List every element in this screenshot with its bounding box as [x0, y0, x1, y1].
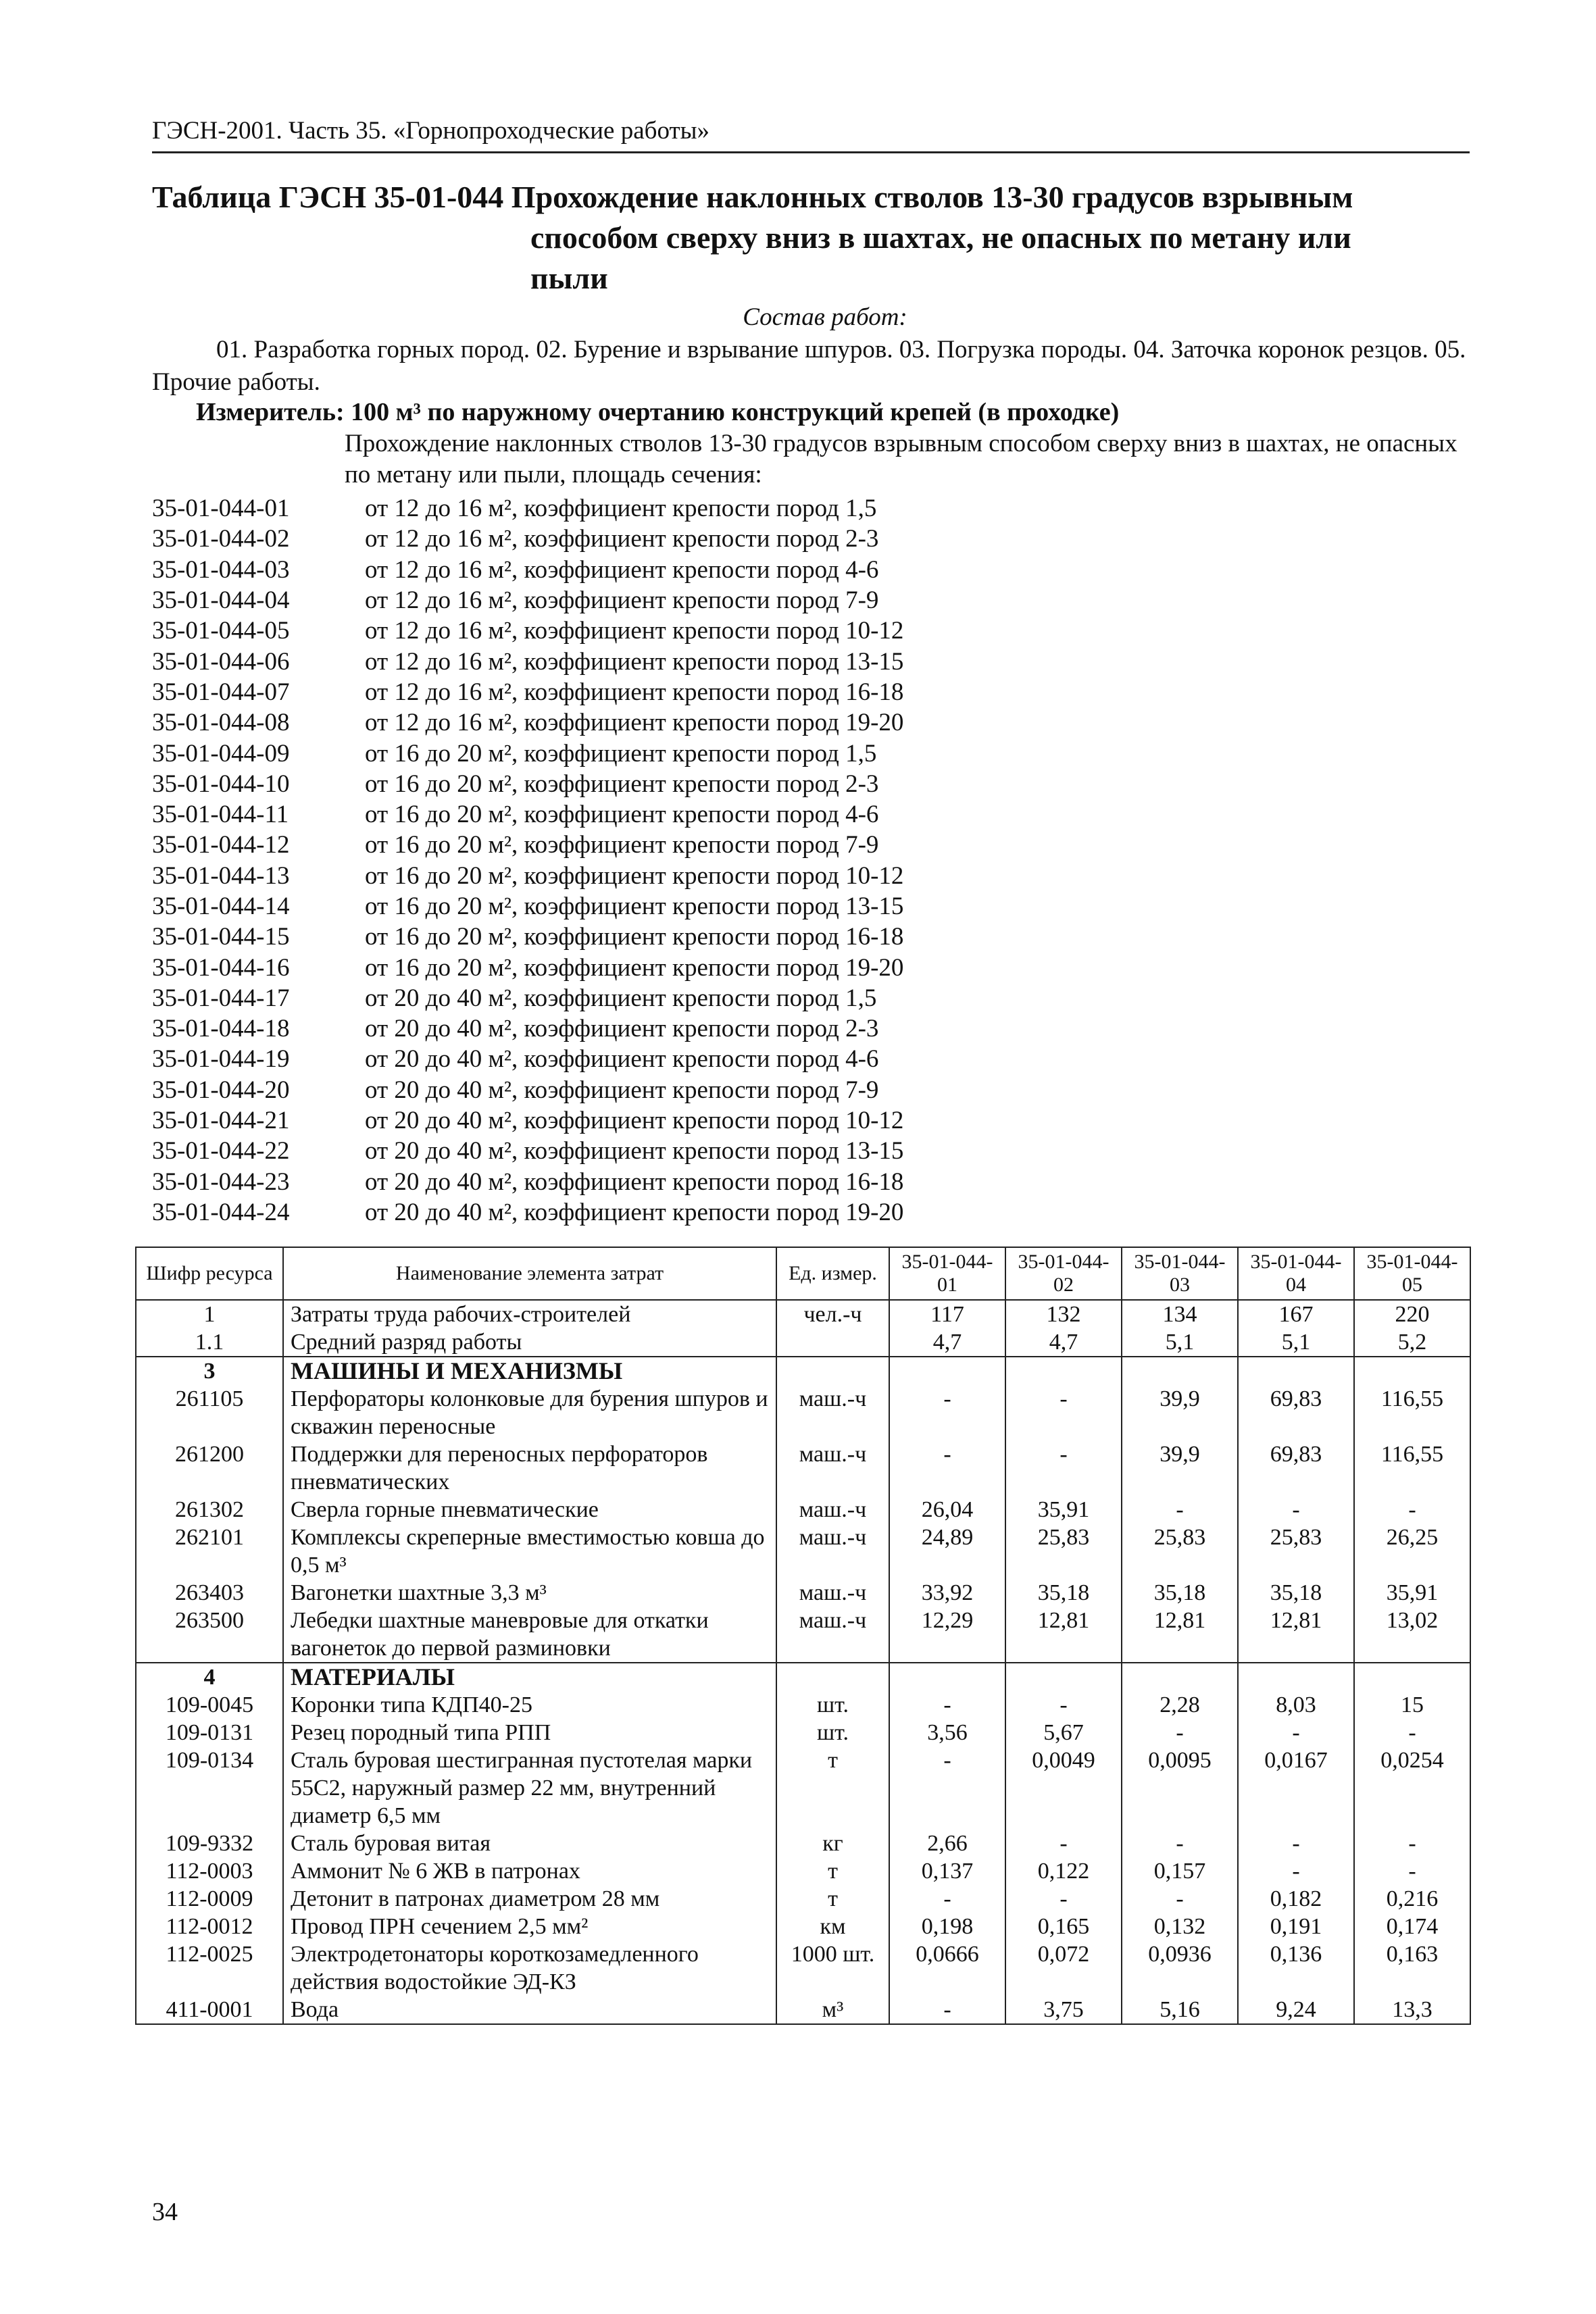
cell-value: -: [1005, 1885, 1122, 1913]
cell-cipher: 112-0025: [136, 1940, 283, 1996]
cell-cipher: 262101: [136, 1524, 283, 1579]
composition-heading: Состав работ:: [743, 303, 907, 331]
cell-value: [1122, 1357, 1238, 1385]
cell-value: -: [1005, 1830, 1122, 1857]
code-description: от 12 до 16 м², коэффициент крепости пород 4-6: [365, 555, 879, 584]
cell-value: -: [1238, 1830, 1354, 1857]
cell-value: 0,0936: [1122, 1940, 1238, 1996]
code-description: от 12 до 16 м², коэффициент крепости пород 13-15: [365, 647, 904, 676]
cell-value: -: [1122, 1719, 1238, 1746]
cell-value: [1005, 1663, 1122, 1691]
running-header: ГЭСН-2001. Часть 35. «Горнопроходческие работы»: [152, 117, 710, 145]
cell-name: Поддержки для переносных перфораторов пневматических: [283, 1440, 776, 1496]
cell-cipher: 411-0001: [136, 1996, 283, 2024]
cell-value: 25,83: [1122, 1524, 1238, 1579]
cell-value: 0,165: [1005, 1913, 1122, 1940]
cell-value: -: [1354, 1857, 1470, 1885]
cell-unit: [776, 1357, 889, 1385]
cell-value: -: [1354, 1496, 1470, 1524]
cell-value: 0,137: [889, 1857, 1005, 1885]
code-description: от 12 до 16 м², коэффициент крепости пород 16-18: [365, 678, 904, 706]
code-description: от 16 до 20 м², коэффициент крепости пород 19-20: [365, 953, 904, 982]
table-row: [136, 1719, 1470, 1746]
table-row: [136, 1691, 1470, 1719]
code-row: [152, 677, 1470, 707]
header-rule: [152, 151, 1470, 153]
code-description: от 12 до 16 м², коэффициент крепости пород 2-3: [365, 525, 879, 553]
table-row: [136, 1913, 1470, 1940]
code-number: 35-01-044-12: [152, 831, 290, 859]
table-row: [136, 1524, 1470, 1579]
code-row: [152, 1197, 1470, 1228]
cell-cipher: 263403: [136, 1579, 283, 1607]
table-row: [136, 1996, 1470, 2024]
table-row: [136, 1746, 1470, 1830]
cell-cipher: 261105: [136, 1385, 283, 1440]
code-description: от 20 до 40 м², коэффициент крепости пород 16-18: [365, 1167, 904, 1196]
code-list: [152, 493, 1470, 1228]
cell-value: [889, 1357, 1005, 1385]
table-row: [136, 1385, 1470, 1440]
code-number: 35-01-044-21: [152, 1107, 290, 1135]
cell-value: 3,56: [889, 1719, 1005, 1746]
cell-unit: маш.-ч: [776, 1579, 889, 1607]
cell-unit: маш.-ч: [776, 1440, 889, 1496]
code-description: от 16 до 20 м², коэффициент крепости пород 10-12: [365, 861, 904, 890]
header-unit: Ед. измер.: [776, 1247, 889, 1300]
cell-cipher: 112-0009: [136, 1885, 283, 1913]
cell-unit: м³: [776, 1996, 889, 2024]
cell-value: 0,136: [1238, 1940, 1354, 1996]
code-description: от 12 до 16 м², коэффициент крепости пород 7-9: [365, 586, 879, 615]
measure-unit: Измеритель: 100 м³ по наружному очертанию конструкций крепей (в проходке): [196, 398, 1120, 426]
code-row: [152, 1044, 1470, 1074]
cell-name: Средний разряд работы: [283, 1328, 776, 1357]
cell-cipher: 263500: [136, 1607, 283, 1663]
cell-name: Перфораторы колонковые для бурения шпуров и скважин переносные: [283, 1385, 776, 1440]
cell-name: Провод ПРН сечением 2,5 мм²: [283, 1913, 776, 1940]
cell-value: 0,163: [1354, 1940, 1470, 1996]
code-row: [152, 861, 1470, 891]
cell-unit: т: [776, 1746, 889, 1830]
cell-value: [1238, 1357, 1354, 1385]
cell-value: 0,0095: [1122, 1746, 1238, 1830]
table-header-row: [136, 1247, 1470, 1300]
cell-value: -: [889, 1996, 1005, 2024]
cell-value: 132: [1005, 1300, 1122, 1328]
page-number: 34: [152, 2198, 178, 2226]
table-row: [136, 1300, 1470, 1328]
code-number: 35-01-044-09: [152, 739, 290, 768]
code-number: 35-01-044-15: [152, 923, 290, 951]
cell-cipher: 112-0012: [136, 1913, 283, 1940]
code-description: от 16 до 20 м², коэффициент крепости пород 13-15: [365, 892, 904, 920]
cell-value: 0,191: [1238, 1913, 1354, 1940]
cell-value: 0,0254: [1354, 1746, 1470, 1830]
cell-value: [1354, 1663, 1470, 1691]
code-row: [152, 769, 1470, 799]
cell-value: 4,7: [889, 1328, 1005, 1357]
cell-value: 69,83: [1238, 1385, 1354, 1440]
code-number: 35-01-044-04: [152, 586, 290, 615]
cell-value: 13,3: [1354, 1996, 1470, 2024]
cell-value: -: [889, 1691, 1005, 1719]
cell-value: -: [889, 1885, 1005, 1913]
cell-value: 116,55: [1354, 1440, 1470, 1496]
table-row: [136, 1940, 1470, 1996]
cell-value: 13,02: [1354, 1607, 1470, 1663]
cell-unit: шт.: [776, 1691, 889, 1719]
cell-value: 3,75: [1005, 1996, 1122, 2024]
cell-value: 69,83: [1238, 1440, 1354, 1496]
code-number: 35-01-044-03: [152, 555, 290, 584]
cell-unit: шт.: [776, 1719, 889, 1746]
cell-cipher: 4: [136, 1663, 283, 1691]
code-number: 35-01-044-02: [152, 525, 290, 553]
code-row: [152, 1105, 1470, 1136]
table-row: [136, 1579, 1470, 1607]
table-row: [136, 1440, 1470, 1496]
composition-text: 01. Разработка горных пород. 02. Бурение и взрывание шпуров. 03. Погрузка породы. 04. Заточка коронок резцов. 05. Прочие работы.: [152, 336, 1466, 396]
cell-name: Сталь буровая шестигранная пустотелая марки 55С2, наружный размер 22 мм, внутренний диаметр 6,5 мм: [283, 1746, 776, 1830]
cell-value: 15: [1354, 1691, 1470, 1719]
code-row: [152, 524, 1470, 554]
header-col-1: 35-01-044-01: [889, 1247, 1005, 1300]
cell-value: -: [889, 1440, 1005, 1496]
code-number: 35-01-044-06: [152, 647, 290, 676]
cell-value: -: [1122, 1885, 1238, 1913]
header-col-5: 35-01-044-05: [1354, 1247, 1470, 1300]
cell-cipher: 261302: [136, 1496, 283, 1524]
cell-cipher: 3: [136, 1357, 283, 1385]
header-col-3: 35-01-044-03: [1122, 1247, 1238, 1300]
cell-value: [1005, 1357, 1122, 1385]
code-row: [152, 830, 1470, 860]
code-row: [152, 646, 1470, 676]
cell-value: 0,072: [1005, 1940, 1122, 1996]
code-number: 35-01-044-10: [152, 770, 290, 798]
cell-value: 0,0666: [889, 1940, 1005, 1996]
cell-value: -: [1354, 1719, 1470, 1746]
header-col-2: 35-01-044-02: [1005, 1247, 1122, 1300]
cell-value: 26,25: [1354, 1524, 1470, 1579]
cell-value: -: [1005, 1691, 1122, 1719]
cell-cipher: 109-0134: [136, 1746, 283, 1830]
cell-value: 24,89: [889, 1524, 1005, 1579]
table-row: [136, 1496, 1470, 1524]
cell-value: 25,83: [1005, 1524, 1122, 1579]
cell-value: 12,81: [1005, 1607, 1122, 1663]
cell-value: 12,81: [1122, 1607, 1238, 1663]
cell-unit: [776, 1328, 889, 1357]
cell-value: 0,0049: [1005, 1746, 1122, 1830]
cell-unit: [776, 1663, 889, 1691]
cell-cipher: 109-9332: [136, 1830, 283, 1857]
code-row: [152, 615, 1470, 646]
cell-name: Вода: [283, 1996, 776, 2024]
code-description: от 12 до 16 м², коэффициент крепости пород 1,5: [365, 495, 877, 523]
cell-value: -: [889, 1385, 1005, 1440]
table-row: [136, 1607, 1470, 1663]
code-row: [152, 555, 1470, 585]
code-description: от 12 до 16 м², коэффициент крепости пород 19-20: [365, 709, 904, 737]
code-number: 35-01-044-24: [152, 1198, 290, 1226]
cell-cipher: 112-0003: [136, 1857, 283, 1885]
cell-value: 35,18: [1005, 1579, 1122, 1607]
cell-value: 4,7: [1005, 1328, 1122, 1357]
code-number: 35-01-044-18: [152, 1015, 290, 1043]
code-number: 35-01-044-14: [152, 892, 290, 920]
cell-value: 5,16: [1122, 1996, 1238, 2024]
cell-value: 35,18: [1238, 1579, 1354, 1607]
cell-value: 0,132: [1122, 1913, 1238, 1940]
cell-name: Коронки типа КДП40-25: [283, 1691, 776, 1719]
title-line-2: способом сверху вниз в шахтах, не опасных по метану или: [530, 220, 1351, 255]
cell-cipher: 1.1: [136, 1328, 283, 1357]
table-row: [136, 1857, 1470, 1885]
cell-value: 116,55: [1354, 1385, 1470, 1440]
cell-value: 220: [1354, 1300, 1470, 1328]
cell-value: 26,04: [889, 1496, 1005, 1524]
cell-value: 39,9: [1122, 1440, 1238, 1496]
cell-value: [1122, 1663, 1238, 1691]
cell-unit: маш.-ч: [776, 1496, 889, 1524]
code-description: от 20 до 40 м², коэффициент крепости пород 2-3: [365, 1015, 879, 1043]
code-number: 35-01-044-17: [152, 984, 290, 1012]
cell-value: 134: [1122, 1300, 1238, 1328]
header-col-4: 35-01-044-04: [1238, 1247, 1354, 1300]
cell-value: 8,03: [1238, 1691, 1354, 1719]
cell-name: Вагонетки шахтные 3,3 м³: [283, 1579, 776, 1607]
cell-value: -: [1238, 1719, 1354, 1746]
code-row: [152, 952, 1470, 982]
cell-value: 12,81: [1238, 1607, 1354, 1663]
intro-text: Прохождение наклонных стволов 13-30 градусов взрывным способом сверху вниз в шахтах, не опасных по метану или пыли, площадь сечения:: [345, 430, 1457, 488]
table-row: [136, 1830, 1470, 1857]
title-line-3: пыли: [530, 261, 608, 295]
cell-unit: т: [776, 1857, 889, 1885]
cell-cipher: 1: [136, 1300, 283, 1328]
cell-value: 5,1: [1238, 1328, 1354, 1357]
cell-cipher: 261200: [136, 1440, 283, 1496]
code-description: от 20 до 40 м², коэффициент крепости пород 10-12: [365, 1107, 904, 1135]
cell-value: 2,28: [1122, 1691, 1238, 1719]
cell-value: 0,182: [1238, 1885, 1354, 1913]
cell-value: 117: [889, 1300, 1005, 1328]
cell-value: 39,9: [1122, 1385, 1238, 1440]
cell-unit: чел.-ч: [776, 1300, 889, 1328]
cell-name: Электродетонаторы короткозамедленного действия водостойкие ЭД-КЗ: [283, 1940, 776, 1996]
code-row: [152, 922, 1470, 952]
cell-value: 0,216: [1354, 1885, 1470, 1913]
table-title: [152, 177, 1470, 299]
code-row: [152, 1013, 1470, 1044]
code-number: 35-01-044-20: [152, 1076, 290, 1104]
cell-value: 167: [1238, 1300, 1354, 1328]
cell-name: Резец породный типа РПП: [283, 1719, 776, 1746]
cell-value: 2,66: [889, 1830, 1005, 1857]
section-row: [136, 1357, 1470, 1385]
code-description: от 16 до 20 м², коэффициент крепости пород 4-6: [365, 801, 879, 829]
cell-value: 5,2: [1354, 1328, 1470, 1357]
code-number: 35-01-044-01: [152, 495, 290, 523]
cell-value: -: [1238, 1857, 1354, 1885]
cell-value: 0,157: [1122, 1857, 1238, 1885]
cell-value: -: [1122, 1496, 1238, 1524]
header-cipher: Шифр ресурса: [136, 1247, 283, 1300]
table-row: [136, 1885, 1470, 1913]
code-row: [152, 707, 1470, 738]
code-row: [152, 738, 1470, 768]
cell-name: Комплексы скреперные вместимостью ковша до 0,5 м³: [283, 1524, 776, 1579]
cell-unit: 1000 шт.: [776, 1940, 889, 1996]
code-description: от 20 до 40 м², коэффициент крепости пород 4-6: [365, 1045, 879, 1074]
cell-name: Аммонит № 6 ЖВ в патронах: [283, 1857, 776, 1885]
cell-name: Сталь буровая витая: [283, 1830, 776, 1857]
cell-name: Сверла горные пневматические: [283, 1496, 776, 1524]
resource-table: [135, 1247, 1471, 2025]
section-row: [136, 1663, 1470, 1691]
cell-name: Детонит в патронах диаметром 28 мм: [283, 1885, 776, 1913]
header-name: Наименование элемента затрат: [283, 1247, 776, 1300]
cell-unit: км: [776, 1913, 889, 1940]
cell-cipher: 109-0131: [136, 1719, 283, 1746]
cell-name: Лебедки шахтные маневровые для откатки вагонеток до первой разминовки: [283, 1607, 776, 1663]
cell-value: -: [889, 1746, 1005, 1830]
code-row: [152, 1136, 1470, 1166]
cell-value: 5,1: [1122, 1328, 1238, 1357]
code-number: 35-01-044-16: [152, 953, 290, 982]
cell-value: [1238, 1663, 1354, 1691]
cell-value: 25,83: [1238, 1524, 1354, 1579]
cell-value: 33,92: [889, 1579, 1005, 1607]
cell-name: МАТЕРИАЛЫ: [283, 1663, 776, 1691]
cell-value: -: [1005, 1440, 1122, 1496]
cell-value: 35,91: [1005, 1496, 1122, 1524]
cell-value: -: [1238, 1496, 1354, 1524]
code-description: от 16 до 20 м², коэффициент крепости пород 7-9: [365, 831, 879, 859]
title-line-1: Таблица ГЭСН 35-01-044 Прохождение наклонных стволов 13-30 градусов взрывным: [152, 180, 1353, 214]
cell-value: 35,18: [1122, 1579, 1238, 1607]
cell-value: [1354, 1357, 1470, 1385]
code-row: [152, 493, 1470, 524]
cell-unit: маш.-ч: [776, 1524, 889, 1579]
cell-value: 5,67: [1005, 1719, 1122, 1746]
code-description: от 20 до 40 м², коэффициент крепости пород 13-15: [365, 1137, 904, 1165]
code-number: 35-01-044-07: [152, 678, 290, 706]
cell-cipher: 109-0045: [136, 1691, 283, 1719]
code-row: [152, 1075, 1470, 1105]
cell-value: -: [1005, 1385, 1122, 1440]
cell-unit: т: [776, 1885, 889, 1913]
code-description: от 16 до 20 м², коэффициент крепости пород 2-3: [365, 770, 879, 798]
cell-value: 9,24: [1238, 1996, 1354, 2024]
code-row: [152, 1167, 1470, 1197]
cell-name: МАШИНЫ И МЕХАНИЗМЫ: [283, 1357, 776, 1385]
cell-name: Затраты труда рабочих-строителей: [283, 1300, 776, 1328]
code-description: от 20 до 40 м², коэффициент крепости пород 19-20: [365, 1198, 904, 1226]
code-number: 35-01-044-23: [152, 1167, 290, 1196]
cell-value: 12,29: [889, 1607, 1005, 1663]
code-number: 35-01-044-22: [152, 1137, 290, 1165]
code-number: 35-01-044-19: [152, 1045, 290, 1074]
cell-unit: маш.-ч: [776, 1385, 889, 1440]
cell-value: 35,91: [1354, 1579, 1470, 1607]
code-row: [152, 983, 1470, 1013]
cell-value: 0,0167: [1238, 1746, 1354, 1830]
code-description: от 20 до 40 м², коэффициент крепости пород 1,5: [365, 984, 877, 1012]
code-number: 35-01-044-05: [152, 617, 290, 645]
code-description: от 16 до 20 м², коэффициент крепости пород 1,5: [365, 739, 877, 768]
code-row: [152, 585, 1470, 615]
code-description: от 16 до 20 м², коэффициент крепости пород 16-18: [365, 923, 904, 951]
code-number: 35-01-044-13: [152, 861, 290, 890]
cell-value: -: [1354, 1830, 1470, 1857]
cell-value: -: [1122, 1830, 1238, 1857]
cell-value: 0,198: [889, 1913, 1005, 1940]
cell-unit: кг: [776, 1830, 889, 1857]
table-row: [136, 1328, 1470, 1357]
code-row: [152, 799, 1470, 830]
code-row: [152, 891, 1470, 922]
cell-value: 0,122: [1005, 1857, 1122, 1885]
code-number: 35-01-044-08: [152, 709, 290, 737]
cell-value: [889, 1663, 1005, 1691]
cell-value: 0,174: [1354, 1913, 1470, 1940]
cell-unit: маш.-ч: [776, 1607, 889, 1663]
code-number: 35-01-044-11: [152, 801, 289, 829]
code-description: от 12 до 16 м², коэффициент крепости пород 10-12: [365, 617, 904, 645]
code-description: от 20 до 40 м², коэффициент крепости пород 7-9: [365, 1076, 879, 1104]
